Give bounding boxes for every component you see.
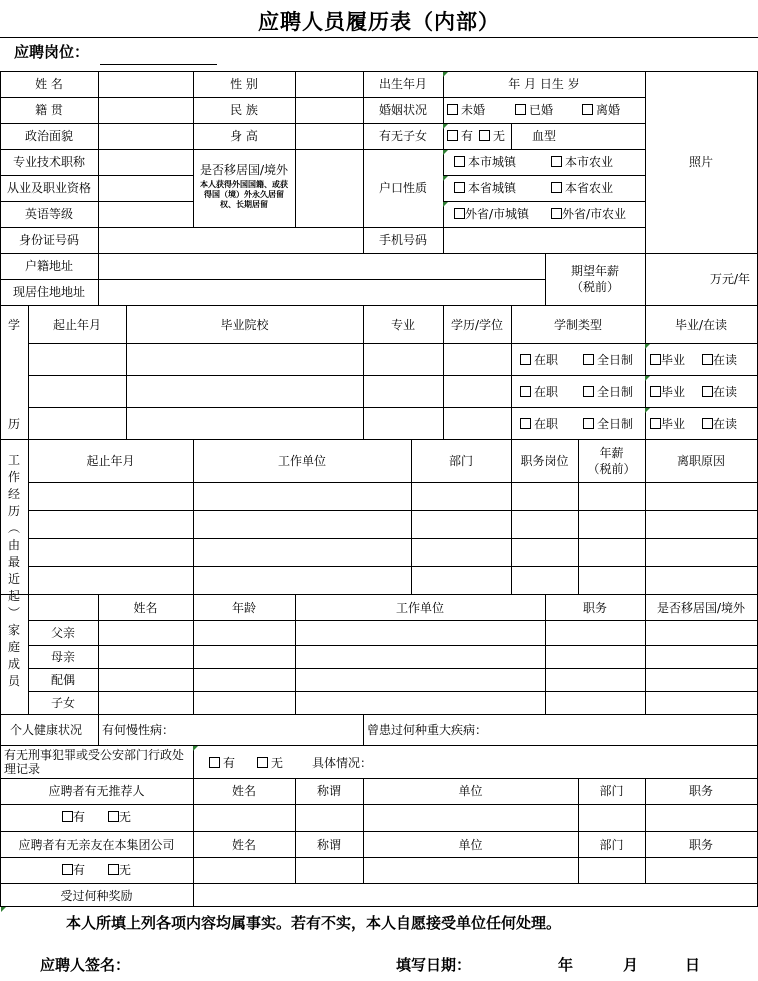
work-col-dept: 部门 — [448, 454, 473, 468]
ethnic-label: 民 族 — [230, 103, 258, 117]
edu-row3-graduated-checkbox[interactable]: 毕业 — [650, 418, 685, 430]
phone-label: 手机号码 — [378, 233, 427, 247]
criminal-no-checkbox[interactable]: 无 — [257, 757, 283, 769]
comment-marker — [443, 150, 448, 155]
work-col-position: 职务岗位 — [520, 454, 569, 468]
referrer-no-checkbox[interactable]: 无 — [108, 811, 131, 823]
family-col-position: 职务 — [582, 601, 607, 615]
hukou-other-rural-checkbox[interactable]: 外省/市农业 — [551, 208, 626, 220]
criminal-details-label: 具体情况： — [312, 756, 373, 770]
edu-row1-parttime-checkbox[interactable]: 在职 — [520, 354, 558, 366]
edu-col-type: 学制类型 — [553, 318, 602, 332]
declaration: 本人所填上列各项内容均属事实。若有不实，本人自愿接受单位任何处理。 — [66, 914, 562, 932]
referrer-col-dept: 部门 — [599, 784, 624, 798]
work-col-period: 起止年月 — [86, 454, 135, 468]
hukou-province-town-checkbox[interactable]: 本省城镇 — [454, 182, 516, 194]
family-row-father: 父亲 — [50, 626, 75, 640]
hukou-city-town-checkbox[interactable]: 本市城镇 — [454, 156, 516, 168]
family-row-spouse: 配偶 — [50, 673, 75, 687]
relative-label: 应聘者有无亲友在本集团公司 — [18, 838, 175, 852]
birth-format[interactable]: 年 月 日生 岁 — [508, 77, 580, 91]
english-level-label: 英语等级 — [24, 207, 73, 221]
work-col-salary: 年薪 — [599, 446, 624, 460]
edu-col-degree: 学历/学位 — [450, 318, 504, 332]
referrer-label: 应聘者有无推荐人 — [48, 784, 145, 798]
family-side-label: 家 庭 成 员 — [7, 623, 20, 688]
education-side-label-2: 历 — [8, 417, 21, 431]
work-col-company: 工作单位 — [277, 454, 326, 468]
relative-col-company: 单位 — [458, 838, 483, 852]
birth-label: 出生年月 — [378, 77, 427, 91]
position-input-line[interactable] — [100, 64, 217, 65]
criminal-yes-checkbox[interactable]: 有 — [209, 757, 235, 769]
photo-label: 照片 — [688, 155, 713, 169]
politics-label: 政治面貌 — [24, 129, 73, 143]
relative-no-checkbox[interactable]: 无 — [108, 864, 131, 876]
comment-marker — [193, 746, 198, 751]
relative-yes-checkbox[interactable]: 有 — [62, 864, 85, 876]
name-label: 姓 名 — [35, 77, 63, 91]
edu-row1-fulltime-checkbox[interactable]: 全日制 — [583, 354, 633, 366]
marital-unmarried-checkbox[interactable]: 未婚 — [447, 104, 485, 116]
relative-col-dept: 部门 — [599, 838, 624, 852]
referrer-col-name: 姓名 — [231, 784, 256, 798]
children-yes-checkbox[interactable]: 有 — [447, 130, 473, 142]
family-row-children: 子女 — [50, 696, 75, 710]
edu-col-major: 专业 — [390, 318, 415, 332]
referrer-yes-checkbox[interactable]: 有 — [62, 811, 85, 823]
comment-marker — [443, 124, 448, 129]
family-row-mother: 母亲 — [50, 650, 75, 664]
comment-marker — [443, 202, 448, 207]
gender-label: 性 别 — [230, 77, 258, 91]
chronic-disease-label: 有何慢性病： — [102, 723, 175, 737]
comment-marker — [645, 408, 650, 413]
hukou-other-town-checkbox[interactable]: 外省/市城镇 — [454, 208, 529, 220]
title-qualification-label: 专业技术职称 — [12, 155, 85, 169]
hukou-label: 户口性质 — [378, 181, 427, 195]
family-col-age: 年龄 — [231, 601, 256, 615]
edu-row2-graduated-checkbox[interactable]: 毕业 — [650, 386, 685, 398]
current-address-label: 现居住地地址 — [12, 285, 85, 299]
comment-marker — [443, 176, 448, 181]
date-month: 月 — [623, 956, 639, 974]
edu-col-school: 毕业院校 — [220, 318, 269, 332]
page-title: 应聘人员履历表（内部） — [258, 9, 500, 34]
referrer-col-company: 单位 — [458, 784, 483, 798]
registered-address-label: 户籍地址 — [24, 259, 73, 273]
edu-row3-studying-checkbox[interactable]: 在读 — [702, 418, 737, 430]
id-number-label: 身份证号码 — [18, 233, 79, 247]
signature-label: 应聘人签名： — [40, 956, 131, 974]
referrer-col-title: 称谓 — [316, 784, 341, 798]
date-label: 填写日期： — [396, 956, 472, 974]
date-day: 日 — [685, 956, 701, 974]
edu-row1-graduated-checkbox[interactable]: 毕业 — [650, 354, 685, 366]
work-side-label: 工 作 经 历 ︵ 由 最 近 起 ︶ — [7, 453, 20, 620]
work-col-salary-sub: （税前） — [587, 462, 636, 476]
blood-type-label: 血型 — [532, 129, 557, 143]
edu-row3-fulltime-checkbox[interactable]: 全日制 — [583, 418, 633, 430]
comment-marker — [645, 344, 650, 349]
hukou-province-rural-checkbox[interactable]: 本省农业 — [551, 182, 613, 194]
marital-married-checkbox[interactable]: 已婚 — [515, 104, 553, 116]
education-side-label-1: 学 — [8, 318, 21, 332]
relative-col-position: 职务 — [688, 838, 713, 852]
hukou-city-rural-checkbox[interactable]: 本市农业 — [551, 156, 613, 168]
expected-salary-label: 期望年薪 — [570, 264, 619, 278]
comment-marker — [1, 907, 6, 912]
edu-row1-studying-checkbox[interactable]: 在读 — [702, 354, 737, 366]
family-col-emigrate: 是否移居国/境外 — [656, 601, 746, 615]
edu-col-period: 起止年月 — [52, 318, 101, 332]
date-year: 年 — [558, 956, 574, 974]
family-col-company: 工作单位 — [395, 601, 444, 615]
edu-col-status: 毕业/在读 — [674, 318, 728, 332]
title-divider — [0, 37, 758, 38]
comment-marker — [645, 376, 650, 381]
salary-unit: 万元/年 — [710, 272, 751, 286]
health-label: 个人健康状况 — [10, 723, 83, 737]
position-label: 应聘岗位： — [14, 43, 90, 61]
marital-divorced-checkbox[interactable]: 离婚 — [582, 104, 620, 116]
edu-row2-parttime-checkbox[interactable]: 在职 — [520, 386, 558, 398]
children-no-checkbox[interactable]: 无 — [479, 130, 505, 142]
marital-label: 婚姻状况 — [378, 103, 427, 117]
work-col-reason: 离职原因 — [676, 454, 725, 468]
criminal-record-label: 有无刑事犯罪或受公安部门行政处理记录 — [4, 748, 185, 776]
serious-disease-label: 曾患过何种重大疾病： — [367, 723, 488, 737]
edu-row2-studying-checkbox[interactable]: 在读 — [702, 386, 737, 398]
awards-label: 受过何种奖励 — [60, 889, 133, 903]
native-place-label: 籍 贯 — [35, 103, 63, 117]
expected-salary-sub: （税前） — [570, 280, 619, 294]
edu-row2-fulltime-checkbox[interactable]: 全日制 — [583, 386, 633, 398]
family-col-name: 姓名 — [133, 601, 158, 615]
relative-col-title: 称谓 — [316, 838, 341, 852]
height-label: 身 高 — [230, 129, 258, 143]
emigrate-note: 本人获得外国国籍、或获得国（境）外永久居留权、长期居留 — [200, 180, 288, 209]
vocational-qualification-label: 从业及职业资格 — [6, 181, 91, 195]
emigrate-label: 是否移居国/境外 — [199, 163, 289, 177]
referrer-col-position: 职务 — [688, 784, 713, 798]
children-label: 有无子女 — [378, 129, 427, 143]
comment-marker — [443, 72, 448, 77]
edu-row3-parttime-checkbox[interactable]: 在职 — [520, 418, 558, 430]
relative-col-name: 姓名 — [231, 838, 256, 852]
